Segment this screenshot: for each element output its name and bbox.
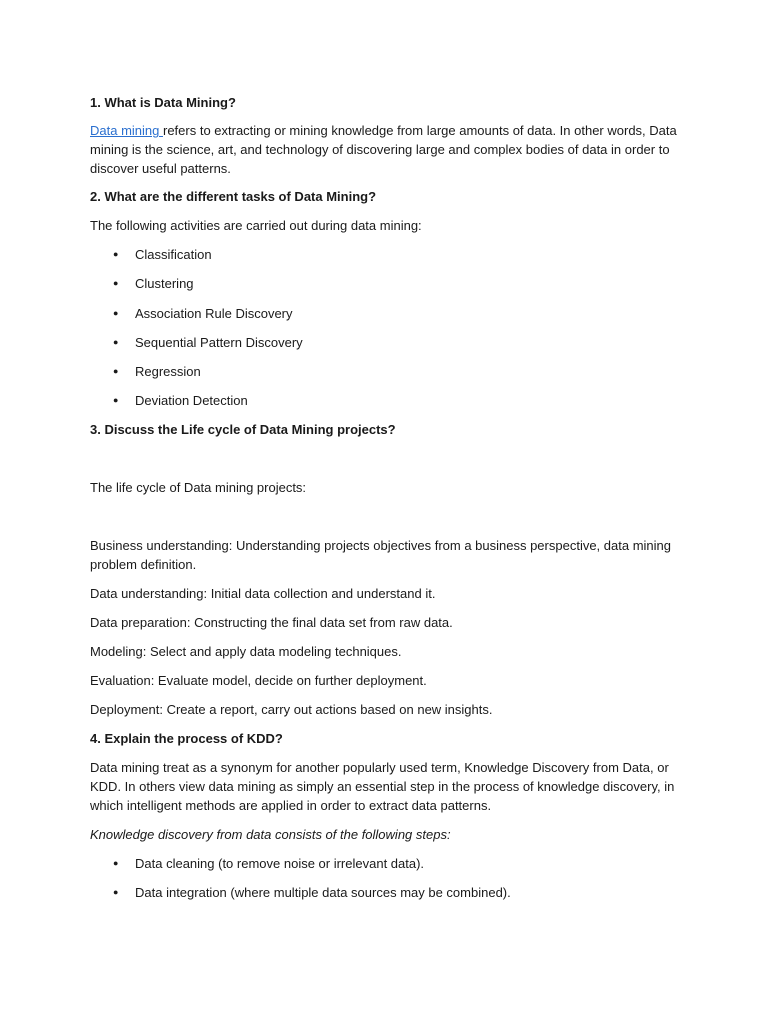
lifecycle-stage: Modeling: Select and apply data modeling techniques. [90, 644, 402, 659]
question-1-line-2: mining is the science, art, and technology of discovering large and complex bodies of data in order to [90, 142, 670, 157]
list-item: Sequential Pattern Discovery [135, 335, 303, 350]
bullet-icon: ● [113, 395, 119, 405]
bullet-icon: ● [113, 366, 119, 376]
bullet-icon: ● [113, 278, 119, 288]
question-2-heading: 2. What are the different tasks of Data Mining? [90, 189, 377, 204]
business-understanding-line-2: problem definition. [90, 557, 197, 572]
bullet-icon: ● [113, 858, 119, 868]
question-2-intro: The following activities are carried out during data mining: [90, 218, 422, 233]
question-4-line-3: which intelligent methods are applied in order to extract data patterns. [90, 798, 492, 813]
lifecycle-stage: Evaluation: Evaluate model, decide on further deployment. [90, 673, 427, 688]
kdd-step: Data cleaning (to remove noise or irrelevant data). [135, 856, 425, 871]
business-understanding-line-1: Business understanding: Understanding projects objectives from a business perspective, data mining [90, 538, 671, 553]
question-4-line-2: KDD. In others view data mining as simply an essential step in the process of knowledge discovery, in [90, 779, 675, 794]
question-3-heading: 3. Discuss the Life cycle of Data Mining projects? [90, 422, 396, 437]
question-1-line-1-text: refers to extracting or mining knowledge from large amounts of data. In other words, Data [162, 123, 677, 138]
list-item: Clustering [135, 276, 194, 291]
list-item: Deviation Detection [135, 393, 248, 408]
data-mining-link[interactable]: Data mining [90, 123, 163, 138]
bullet-icon: ● [113, 249, 119, 259]
list-item: Association Rule Discovery [135, 306, 293, 321]
question-1-line-1 [90, 121, 677, 140]
list-item: Regression [135, 364, 201, 379]
question-4-line-1: Data mining treat as a synonym for another popularly used term, Knowledge Discovery from Data, or [90, 760, 669, 775]
kdd-steps-intro: Knowledge discovery from data consists of the following steps: [90, 827, 451, 842]
question-1-heading: 1. What is Data Mining? [90, 95, 236, 110]
kdd-step: Data integration (where multiple data sources may be combined). [135, 885, 511, 900]
question-1-line-3: discover useful patterns. [90, 161, 231, 176]
question-3-intro: The life cycle of Data mining projects: [90, 480, 307, 495]
question-4-heading: 4. Explain the process of KDD? [90, 731, 283, 746]
lifecycle-stage: Data preparation: Constructing the final data set from raw data. [90, 615, 453, 630]
bullet-icon: ● [113, 887, 119, 897]
list-item: Classification [135, 247, 212, 262]
lifecycle-stage: Data understanding: Initial data collection and understand it. [90, 586, 436, 601]
bullet-icon: ● [113, 337, 119, 347]
lifecycle-stage: Deployment: Create a report, carry out actions based on new insights. [90, 702, 493, 717]
bullet-icon: ● [113, 308, 119, 318]
